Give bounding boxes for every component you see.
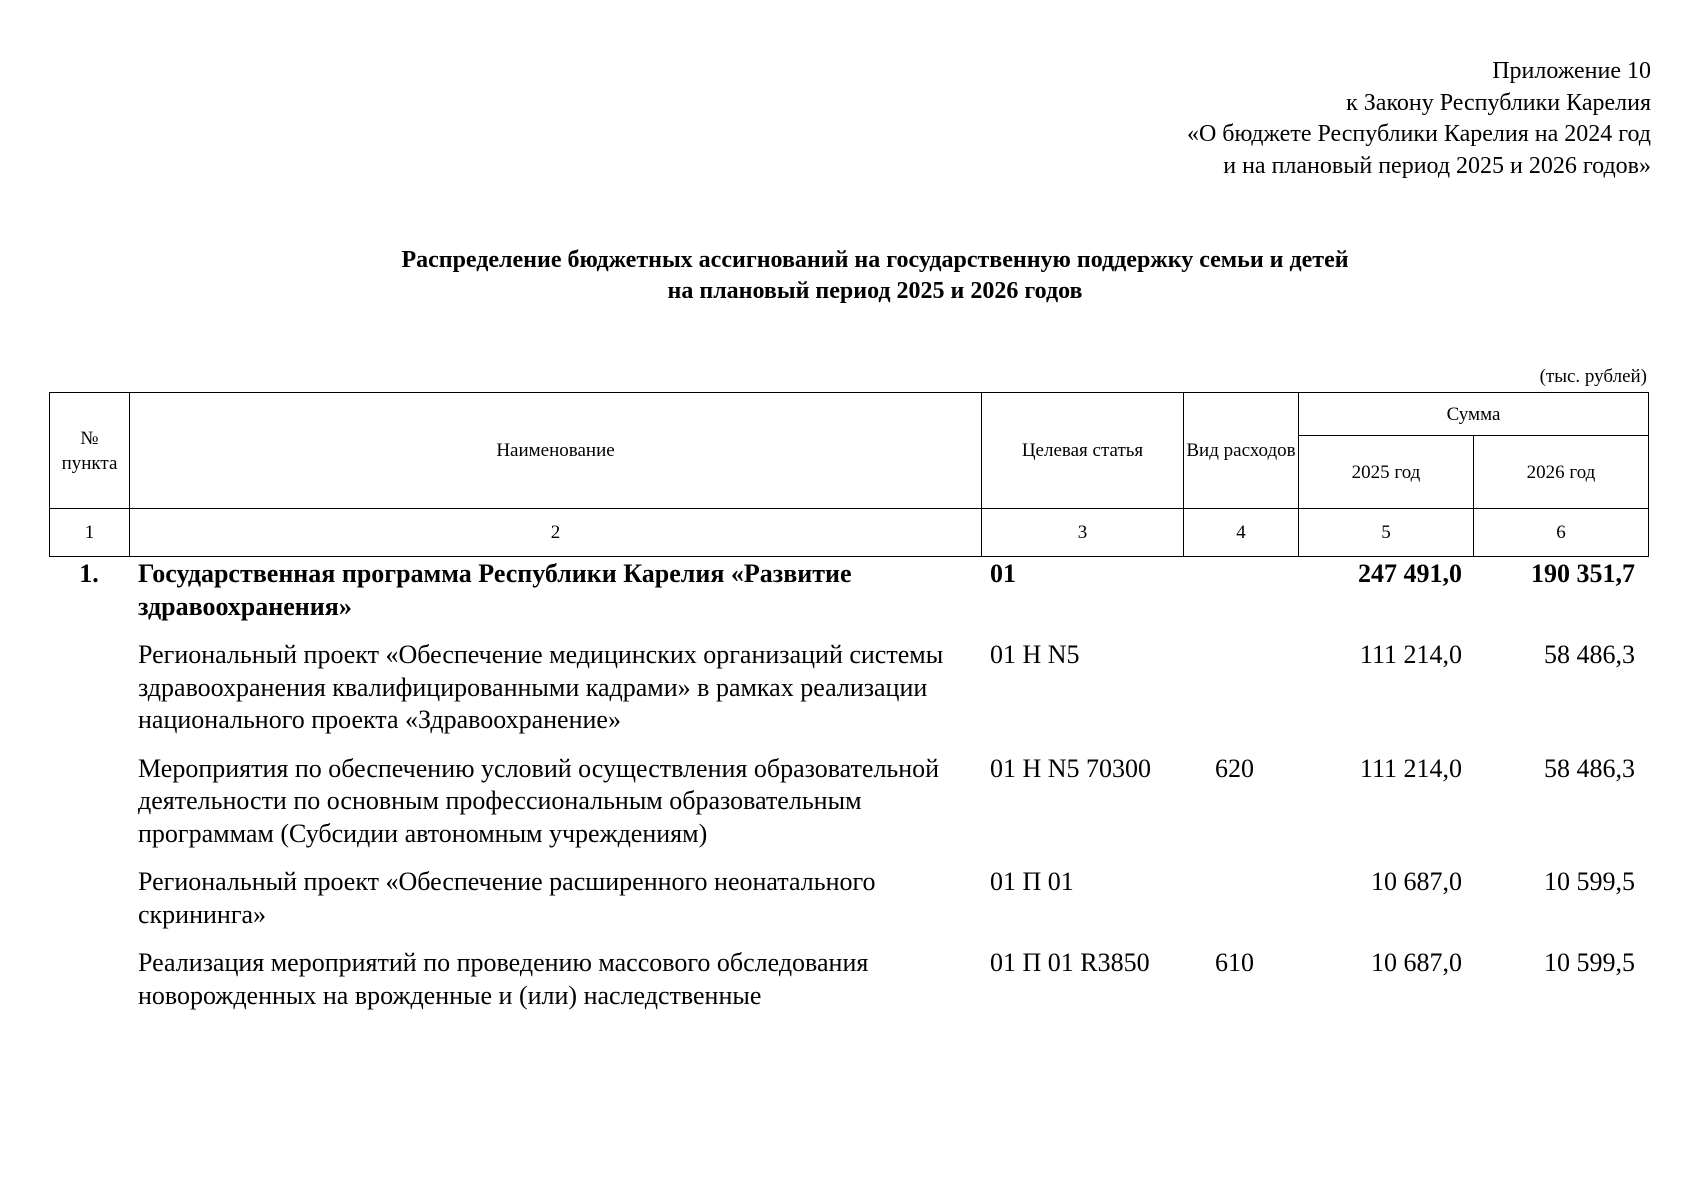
row-sum-2025: 10 687,0 (1371, 867, 1462, 896)
row-sum-2025: 111 214,0 (1359, 640, 1462, 669)
header-number: 3 (982, 509, 1184, 557)
table-body (49, 558, 1648, 1028)
row-number (49, 753, 129, 851)
header-col-vid: Вид расходов (1184, 393, 1299, 509)
row-vid (1183, 558, 1298, 623)
title-line: Распределение бюджетных ассигнований на государственную поддержку семьи и детей (401, 247, 1349, 273)
row-number: 1. (79, 559, 99, 588)
row-name: Региональный проект «Обеспечение медицинских организаций системы здравоохранения квалифицированными кадрами» в рамках реализации национального проекта «Здравоохранение» (138, 640, 944, 734)
row-name: Реализация мероприятий по проведению массового обследования новорожденных на врожденные и (или) наследственные (138, 948, 869, 1010)
table-row (49, 558, 1648, 623)
row-name: Мероприятия по обеспечению условий осуществления образовательной деятельности по основным профессиональным образовательным программам (Субсидии автономным учреждениям) (138, 753, 940, 848)
units-label: (тыс. рублей) (1539, 366, 1647, 387)
row-sum-2026: 190 351,7 (1531, 559, 1635, 588)
row-sum-2026: 58 486,3 (1544, 753, 1635, 783)
table-row (49, 753, 1648, 851)
appendix-line: и на плановый период 2025 и 2026 годов» (1223, 152, 1651, 179)
header-col-num: № пункта (50, 393, 130, 509)
document-title (0, 245, 1697, 307)
header-col-code: Целевая статья (982, 393, 1184, 509)
header-number: 2 (130, 509, 982, 557)
row-code: 01 Н N5 (990, 640, 1080, 669)
header-col-2025: 2025 год (1299, 436, 1474, 509)
header-number: 1 (50, 509, 130, 557)
header-number: 6 (1474, 509, 1649, 557)
header-col-sum: Сумма (1299, 393, 1649, 436)
appendix-line: «О бюджете Республики Карелия на 2024 год (1186, 121, 1651, 147)
row-number (49, 947, 129, 1012)
row-name: Государственная программа Республики Карелия «Развитие здравоохранения» (138, 559, 852, 621)
row-code: 01 (990, 559, 1016, 588)
title-line: на плановый период 2025 и 2026 годов (667, 278, 1083, 304)
table-row (49, 866, 1648, 931)
table-row (49, 947, 1648, 1012)
row-sum-2025: 10 687,0 (1371, 948, 1462, 977)
appendix-header (1187, 56, 1651, 182)
row-vid (1183, 639, 1298, 737)
appendix-line: Приложение 10 (1492, 58, 1651, 84)
row-code: 01 П 01 (990, 867, 1074, 896)
row-sum-2025: 247 491,0 (1358, 559, 1462, 588)
header-col-name: Наименование (130, 393, 982, 509)
row-vid (1183, 866, 1298, 931)
row-number (49, 639, 129, 737)
row-sum-2026: 58 486,3 (1544, 640, 1635, 669)
row-sum-2026: 10 599,5 (1544, 867, 1635, 896)
table-header (49, 392, 1649, 557)
row-number (49, 866, 129, 931)
appendix-line: к Закону Республики Карелия (1346, 89, 1651, 116)
row-sum-2025: 111 214,0 (1359, 753, 1462, 783)
table-row (49, 639, 1648, 737)
row-code: 01 Н N5 70300 (990, 753, 1152, 783)
header-number: 4 (1184, 509, 1299, 557)
row-sum-2026: 10 599,5 (1544, 948, 1635, 977)
row-vid: 610 (1215, 948, 1254, 977)
header-number: 5 (1299, 509, 1474, 557)
row-name: Региональный проект «Обеспечение расширенного неонатального скрининга» (138, 867, 876, 929)
header-col-2026: 2026 год (1474, 436, 1649, 509)
row-code: 01 П 01 R3850 (990, 948, 1150, 977)
row-vid: 620 (1215, 753, 1254, 783)
